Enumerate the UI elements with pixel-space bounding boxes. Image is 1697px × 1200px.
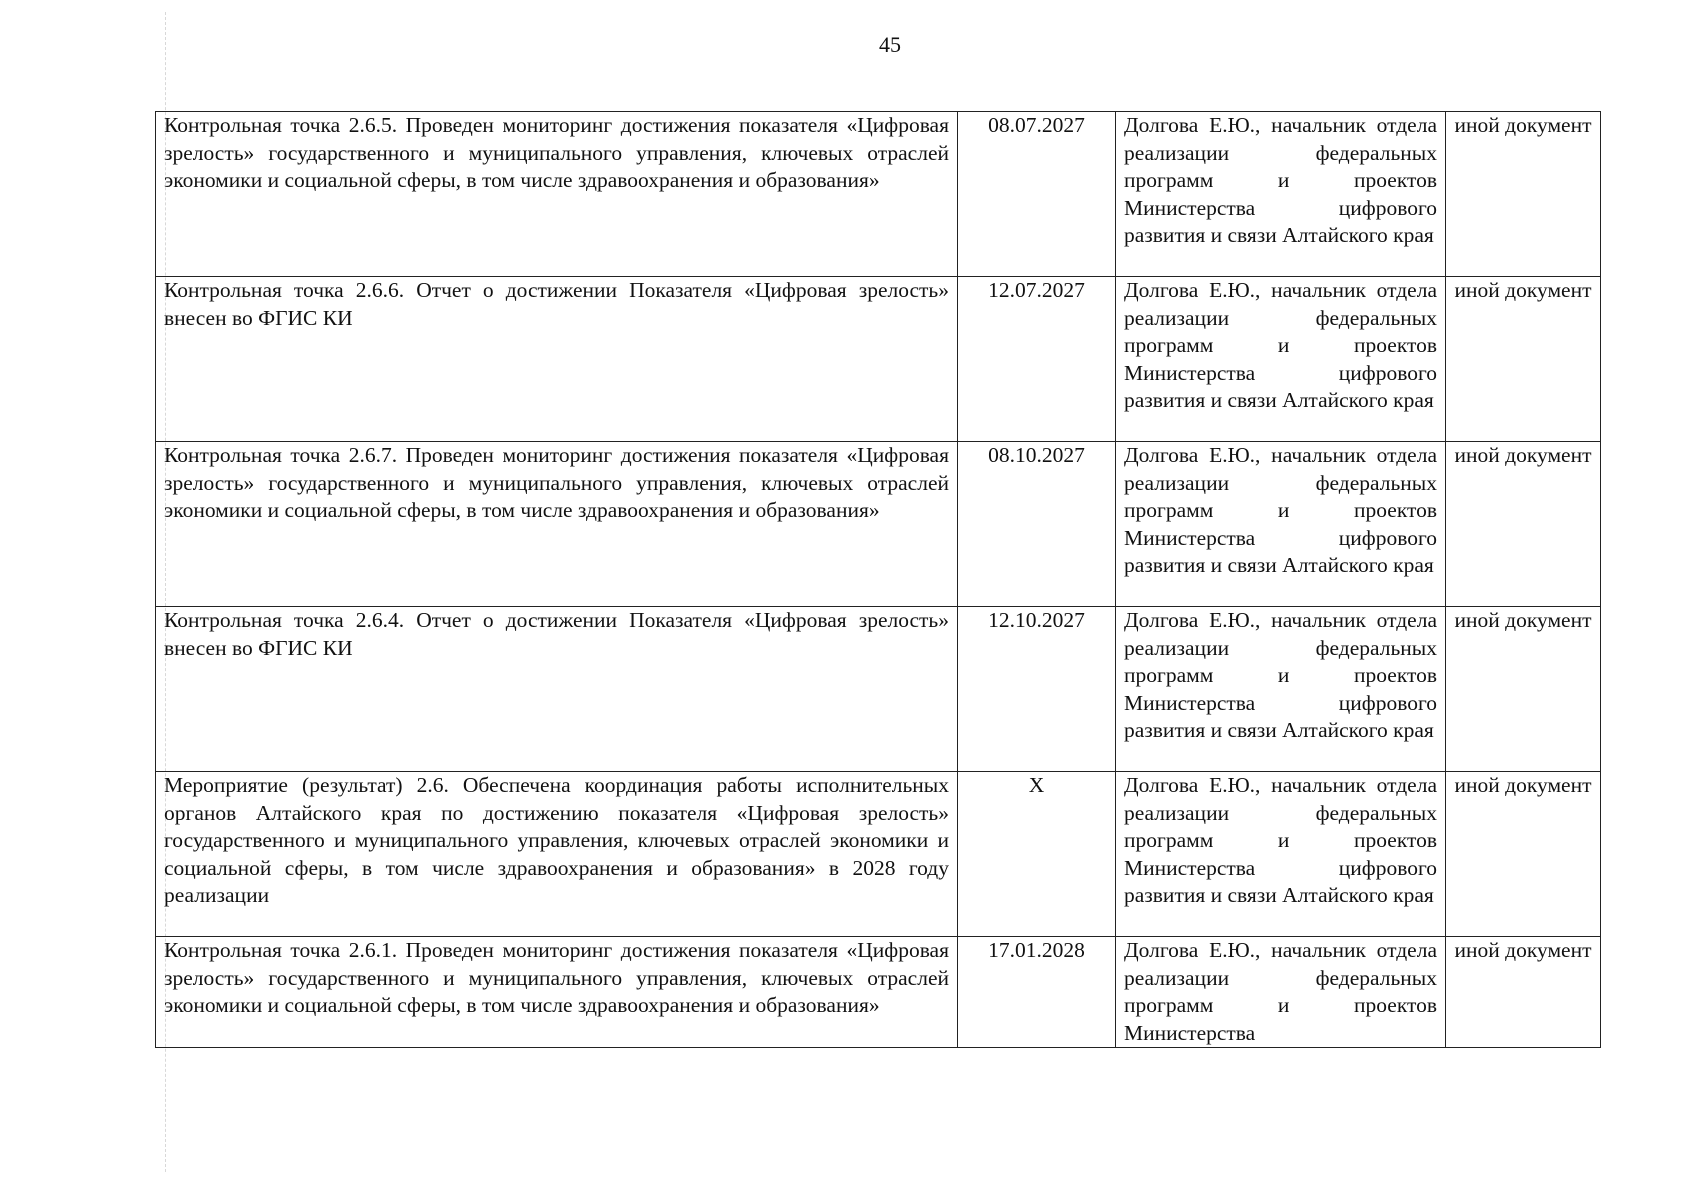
- responsible-cell: Долгова Е.Ю., начальник отдела реализации федеральных программ и проектов Министерства цифрового развития и связи Алтайского края: [1116, 772, 1446, 937]
- description-cell: Контрольная точка 2.6.4. Отчет о достижении Показателя «Цифровая зрелость» внесен во ФГИС КИ: [156, 607, 958, 772]
- date-cell: 12.07.2027: [958, 277, 1116, 442]
- date-cell: 08.10.2027: [958, 442, 1116, 607]
- responsible-cell: Долгова Е.Ю., начальник отдела реализации федеральных программ и проектов Министерства: [1116, 937, 1446, 1048]
- document-type-cell: иной документ: [1446, 607, 1601, 772]
- document-type-cell: иной документ: [1446, 442, 1601, 607]
- date-cell: 08.07.2027: [958, 112, 1116, 277]
- date-cell: 12.10.2027: [958, 607, 1116, 772]
- description-cell: Контрольная точка 2.6.6. Отчет о достижении Показателя «Цифровая зрелость» внесен во ФГИС КИ: [156, 277, 958, 442]
- table-row: [156, 277, 1601, 442]
- document-type-cell: иной документ: [1446, 112, 1601, 277]
- responsible-cell: Долгова Е.Ю., начальник отдела реализации федеральных программ и проектов Министерства цифрового развития и связи Алтайского края: [1116, 277, 1446, 442]
- page-number: 45: [879, 32, 901, 57]
- table-row: [156, 112, 1601, 277]
- date-cell: 17.01.2028: [958, 937, 1116, 1048]
- description-cell: Контрольная точка 2.6.5. Проведен мониторинг достижения показателя «Цифровая зрелость» государственного и муниципального управления, ключевых отраслей экономики и социальной сферы, в том числе здравоохранения и образования»: [156, 112, 958, 277]
- table-row: [156, 937, 1601, 1048]
- responsible-cell: Долгова Е.Ю., начальник отдела реализации федеральных программ и проектов Министерства цифрового развития и связи Алтайского края: [1116, 442, 1446, 607]
- document-type-cell: иной документ: [1446, 277, 1601, 442]
- table-row: [156, 607, 1601, 772]
- description-cell: Контрольная точка 2.6.7. Проведен мониторинг достижения показателя «Цифровая зрелость» государственного и муниципального управления, ключевых отраслей экономики и социальной сферы, в том числе здравоохранения и образования»: [156, 442, 958, 607]
- date-cell: X: [958, 772, 1116, 937]
- responsible-cell: Долгова Е.Ю., начальник отдела реализации федеральных программ и проектов Министерства цифрового развития и связи Алтайского края: [1116, 607, 1446, 772]
- document-type-cell: иной документ: [1446, 937, 1601, 1048]
- description-cell: Мероприятие (результат) 2.6. Обеспечена координация работы исполнительных органов Алтайского края по достижению показателя «Цифровая зрелость» государственного и муниципального управления, ключевых отраслей экономики и социальной сферы, в том числе здравоохранения и образования» в 2028 году реализации: [156, 772, 958, 937]
- table-row: [156, 442, 1601, 607]
- responsible-cell: Долгова Е.Ю., начальник отдела реализации федеральных программ и проектов Министерства цифрового развития и связи Алтайского края: [1116, 112, 1446, 277]
- description-cell: Контрольная точка 2.6.1. Проведен мониторинг достижения показателя «Цифровая зрелость» государственного и муниципального управления, ключевых отраслей экономики и социальной сферы, в том числе здравоохранения и образования»: [156, 937, 958, 1048]
- document-type-cell: иной документ: [1446, 772, 1601, 937]
- table-row: [156, 772, 1601, 937]
- control-points-table: [155, 111, 1601, 1048]
